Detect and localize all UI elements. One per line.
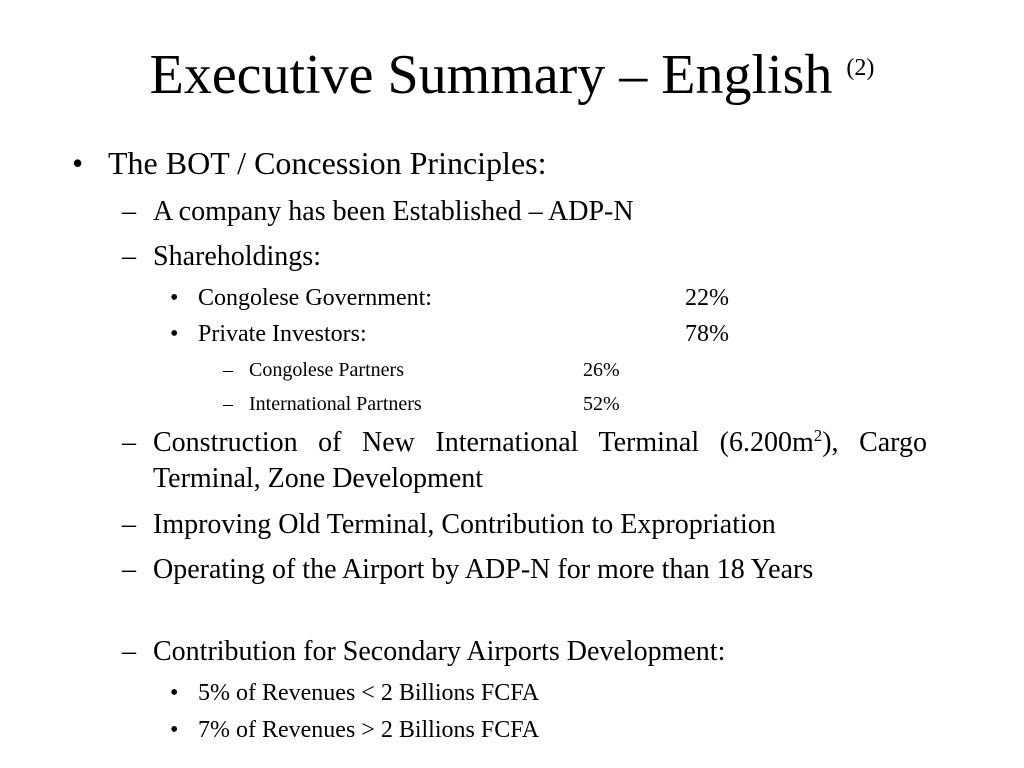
bullet-marker: • <box>170 680 179 706</box>
government-label: Congolese Government: <box>198 285 432 311</box>
dash-marker: – <box>122 241 136 272</box>
dash-marker: – <box>122 554 136 585</box>
slide-title <box>0 30 1024 113</box>
dash-marker: – <box>223 359 233 381</box>
dash-marker: – <box>122 636 136 667</box>
dash-text-contribution: Contribution for Secondary Airports Development: <box>153 636 726 667</box>
bullet-marker: • <box>170 717 179 743</box>
dash-text-construction <box>153 425 927 497</box>
construction-text-start: Construction of New International Terminal (6.200m <box>153 427 814 458</box>
dash-marker: – <box>122 427 136 458</box>
international-partners-value: 52% <box>583 393 620 415</box>
revenue-high-text: 7% of Revenues > 2 Billions FCFA <box>198 717 540 743</box>
congolese-partners-label: Congolese Partners <box>249 359 404 381</box>
bullet-marker: • <box>170 321 179 347</box>
government-value: 22% <box>685 285 729 311</box>
bullet-marker: • <box>170 285 179 311</box>
dash-text-improving: Improving Old Terminal, Contribution to Expropriation <box>153 509 776 540</box>
revenue-low-text: 5% of Revenues < 2 Billions FCFA <box>198 680 540 706</box>
squared-superscript: 2 <box>813 426 823 445</box>
dash-marker: – <box>122 509 136 540</box>
dash-text-company-established: A company has been Established – ADP-N <box>153 196 634 227</box>
title-suffix: (2) <box>846 55 875 81</box>
title-main: Executive Summary – English <box>149 44 833 106</box>
international-partners-label: International Partners <box>249 393 422 415</box>
construction-text-end: ), Cargo Terminal, Zone Development <box>153 427 927 494</box>
private-investors-label: Private Investors: <box>198 321 367 347</box>
dash-text-operating: Operating of the Airport by ADP-N for more than 18 Years <box>153 554 814 585</box>
dash-marker: – <box>122 196 136 227</box>
congolese-partners-value: 26% <box>583 359 620 381</box>
bullet-text-bot-principles: The BOT / Concession Principles: <box>108 145 547 181</box>
dash-marker: – <box>223 393 233 415</box>
private-investors-value: 78% <box>685 321 729 347</box>
bullet-marker: • <box>72 145 84 181</box>
dash-text-shareholdings: Shareholdings: <box>153 241 321 272</box>
